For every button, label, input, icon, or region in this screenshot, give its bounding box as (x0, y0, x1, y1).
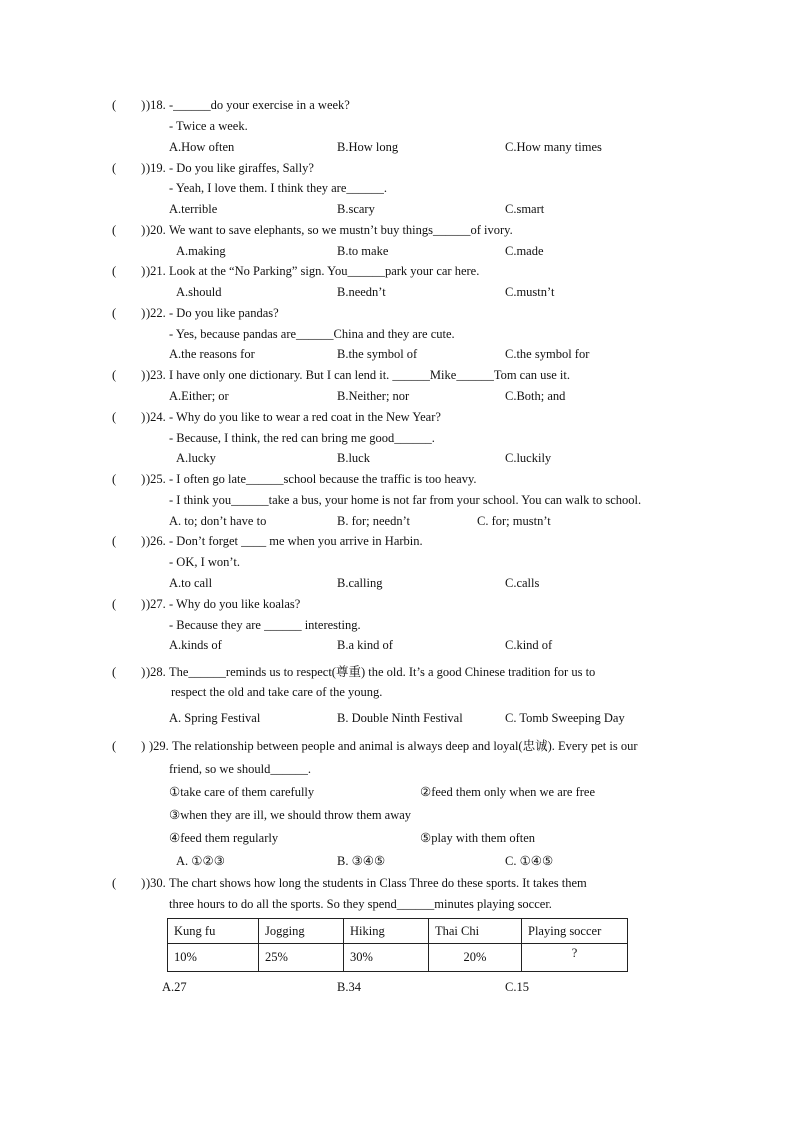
option-a: A.making (176, 244, 226, 258)
answer-blank[interactable]: ( ) (112, 223, 146, 237)
question-line: - OK, I won’t. (169, 555, 240, 569)
question-number: )24. (146, 410, 166, 424)
question-number: )19. (146, 161, 166, 175)
question-number: )18. (146, 98, 166, 112)
option-c: C.calls (505, 576, 540, 590)
table-cell: 30% (344, 944, 429, 972)
table-cell: ? (522, 944, 628, 972)
option-a: A. Spring Festival (169, 711, 261, 725)
option-b: B.scary (337, 202, 375, 216)
question-number: )27. (146, 597, 166, 611)
option-a: A.kinds of (169, 638, 222, 652)
question-line: three hours to do all the sports. So they spend______minutes playing soccer. (169, 897, 552, 911)
option-c: C.15 (505, 980, 529, 994)
table-header: Hiking (344, 919, 429, 944)
question-line: - I think you______take a bus, your home is not far from your school. You can walk to school. (169, 493, 642, 507)
option-a: A.the reasons for (169, 347, 255, 361)
question-number: )21. (146, 264, 166, 278)
question-stem: The______reminds us to respect(尊重) the old. It’s a good Chinese tradition for us to (169, 665, 596, 679)
option-b: B.luck (337, 451, 370, 465)
option-b: B.the symbol of (337, 347, 418, 361)
option-c: C.luckily (505, 451, 552, 465)
answer-blank[interactable]: ( ) (112, 264, 146, 278)
question-stem: - I often go late______school because the traffic is too heavy. (169, 472, 477, 486)
option-a: A.terrible (169, 202, 218, 216)
option-b: B.needn’t (337, 285, 386, 299)
question-number: )22. (146, 306, 166, 320)
question-stem: - Why do you like to wear a red coat in the New Year? (169, 410, 441, 424)
question-number: )26. (146, 534, 166, 548)
table-row (168, 944, 628, 972)
choice-4: ④feed them regularly (169, 831, 279, 845)
answer-blank[interactable]: ( ) (112, 597, 146, 611)
option-b: B. Double Ninth Festival (337, 711, 463, 725)
question-line: - Because they are ______ interesting. (169, 618, 361, 632)
question-number: )30. (146, 876, 166, 890)
option-b: B.a kind of (337, 638, 393, 652)
question-line: - Because, I think, the red can bring me good______. (169, 431, 435, 445)
answer-blank[interactable]: ( ) (112, 534, 146, 548)
question-stem: -______do your exercise in a week? (169, 98, 350, 112)
table-header: Playing soccer (522, 919, 628, 944)
table-header: Jogging (259, 919, 344, 944)
question-stem: The chart shows how long the students in Class Three do these sports. It takes them (169, 876, 587, 890)
option-a: A.lucky (176, 451, 216, 465)
option-c: C.smart (505, 202, 545, 216)
option-b: B.34 (337, 980, 361, 994)
question-number: )23. (146, 368, 166, 382)
answer-blank[interactable]: ( ) (112, 368, 146, 382)
question-stem: - Why do you like koalas? (169, 597, 301, 611)
table-cell: 25% (259, 944, 344, 972)
option-c: C.made (505, 244, 544, 258)
question-number: )25. (146, 472, 166, 486)
choice-3: ③when they are ill, we should throw them away (169, 808, 412, 822)
question-stem: - Do you like giraffes, Sally? (169, 161, 314, 175)
option-c: C.kind of (505, 638, 553, 652)
question-line: - Twice a week. (169, 119, 248, 133)
option-a: A.should (176, 285, 222, 299)
option-c: C. ①④⑤ (505, 854, 554, 868)
option-a: A.to call (169, 576, 213, 590)
option-b: B. ③④⑤ (337, 854, 386, 868)
answer-blank[interactable]: ( ) (112, 876, 146, 890)
option-b: B.How long (337, 140, 399, 154)
option-a: A.27 (162, 980, 187, 994)
answer-blank[interactable]: ( ) (112, 410, 146, 424)
answer-blank[interactable]: ( ) (112, 472, 146, 486)
option-c: C.mustn’t (505, 285, 555, 299)
table-cell: 20% (429, 944, 522, 972)
answer-blank[interactable]: ( ) (112, 665, 146, 679)
question-line: - Yeah, I love them. I think they are______. (169, 181, 388, 195)
option-c: C.Both; and (505, 389, 566, 403)
sports-table (167, 918, 628, 972)
question-number: )29. (149, 739, 169, 753)
option-b: B.calling (337, 576, 383, 590)
option-b: B.Neither; nor (337, 389, 410, 403)
table-header: Kung fu (168, 919, 259, 944)
question-stem: We want to save elephants, so we mustn’t buy things______of ivory. (169, 223, 513, 237)
choice-2: ②feed them only when we are free (420, 785, 596, 799)
table-header: Thai Chi (429, 919, 522, 944)
question-stem: - Don’t forget ____ me when you arrive in Harbin. (169, 534, 423, 548)
question-number: )28. (146, 665, 166, 679)
choice-1: ①take care of them carefully (169, 785, 315, 799)
question-line: respect the old and take care of the young. (171, 685, 383, 699)
table-header-row (168, 919, 628, 944)
question-stem: The relationship between people and animal is always deep and loyal(忠诚). Every pet is our (172, 739, 638, 753)
option-c: C. for; mustn’t (477, 514, 551, 528)
option-b: B. for; needn’t (337, 514, 411, 528)
option-b: B.to make (337, 244, 389, 258)
option-c: C.How many times (505, 140, 602, 154)
question-number: )20. (146, 223, 166, 237)
table-cell: 10% (168, 944, 259, 972)
option-a: A. to; don’t have to (169, 514, 267, 528)
question-stem: - Do you like pandas? (169, 306, 279, 320)
answer-blank[interactable]: ( ) (112, 161, 146, 175)
question-stem: I have only one dictionary. But I can lend it. ______Mike______Tom can use it. (169, 368, 571, 382)
question-line: friend, so we should______. (169, 762, 311, 776)
choice-5: ⑤play with them often (420, 831, 536, 845)
option-c: C. Tomb Sweeping Day (505, 711, 625, 725)
answer-blank[interactable]: ( ) (112, 739, 146, 753)
answer-blank[interactable]: ( ) (112, 306, 146, 320)
option-a: A. ①②③ (176, 854, 225, 868)
option-c: C.the symbol for (505, 347, 590, 361)
answer-blank[interactable]: ( ) (112, 98, 146, 112)
option-a: A.Either; or (169, 389, 229, 403)
question-line: - Yes, because pandas are______China and they are cute. (169, 327, 455, 341)
question-stem: Look at the “No Parking” sign. You______park your car here. (169, 264, 480, 278)
option-a: A.How often (169, 140, 235, 154)
